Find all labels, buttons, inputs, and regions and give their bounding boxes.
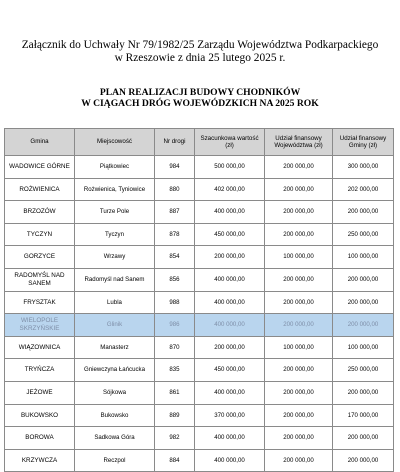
table-row[interactable] [5,268,394,291]
cell-nr-drogi: 982 [155,427,195,450]
cell-gmina: WIĄZOWNICA [5,336,75,359]
cell-nr-drogi: 880 [155,178,195,201]
table-row[interactable] [5,449,394,472]
cell-nr-drogi: 889 [155,404,195,427]
table-row[interactable] [5,178,394,201]
cell-gmina: BRZOZÓW [5,201,75,224]
table-row[interactable] [5,404,394,427]
cell-wartosc: 400 000,00 [195,427,265,450]
table-row[interactable] [5,291,394,314]
cell-gmina: TYCZYN [5,223,75,246]
cell-nr-drogi: 856 [155,268,195,291]
cell-miejscowosc: Bukowsko [75,404,155,427]
table-header-row [5,129,394,156]
cell-udzial-wojewodztwa: 200 000,00 [265,223,333,246]
cell-wartosc: 400 000,00 [195,314,265,337]
cell-miejscowosc: Radomyśl nad Sanem [75,268,155,291]
cell-udzial-wojewodztwa: 200 000,00 [265,268,333,291]
attachment-header-line-1: Załącznik do Uchwały Nr 79/1982/25 Zarządu Województwa Podkarpackiego [21,39,379,51]
cell-nr-drogi: 988 [155,291,195,314]
cell-udzial-wojewodztwa: 200 000,00 [265,359,333,382]
cell-udzial-gminy: 250 000,00 [333,359,394,382]
cell-udzial-wojewodztwa: 200 000,00 [265,201,333,224]
cell-gmina: WIELOPOLE SKRZYŃSKIE [5,314,75,337]
cell-udzial-wojewodztwa: 100 000,00 [265,336,333,359]
cell-udzial-gminy: 100 000,00 [333,246,394,269]
cell-miejscowosc: Lubla [75,291,155,314]
cell-wartosc: 200 000,00 [195,336,265,359]
table-row[interactable] [5,201,394,224]
cell-udzial-wojewodztwa: 200 000,00 [265,381,333,404]
cell-udzial-gminy: 170 000,00 [333,404,394,427]
cell-udzial-gminy: 200 000,00 [333,291,394,314]
cell-nr-drogi: 887 [155,201,195,224]
column-header-miejscowosc: Miejscowość [75,129,155,156]
cell-nr-drogi: 986 [155,314,195,337]
cell-miejscowosc: Gniewczyna Łańcucka [75,359,155,382]
cell-wartosc: 400 000,00 [195,381,265,404]
table-row[interactable] [5,336,394,359]
cell-miejscowosc: Tyczyn [75,223,155,246]
column-header-udzial-wojewodztwa: Udział finansowy Województwa (zł) [265,129,333,156]
cell-udzial-gminy: 200 000,00 [333,381,394,404]
cell-wartosc: 370 000,00 [195,404,265,427]
cell-wartosc: 400 000,00 [195,449,265,472]
table-row[interactable] [5,427,394,450]
cell-miejscowosc: Turze Pole [75,201,155,224]
cell-wartosc: 450 000,00 [195,359,265,382]
cell-miejscowosc: Sójkowa [75,381,155,404]
cell-udzial-gminy: 100 000,00 [333,336,394,359]
cell-gmina: BUKOWSKO [5,404,75,427]
cell-udzial-gminy: 200 000,00 [333,201,394,224]
cell-udzial-gminy: 200 000,00 [333,268,394,291]
cell-wartosc: 500 000,00 [195,156,265,179]
cell-wartosc: 450 000,00 [195,223,265,246]
cell-udzial-gminy: 300 000,00 [333,156,394,179]
document-title-line-1: PLAN REALIZACJI BUDOWY CHODNIKÓW [99,87,301,98]
cell-nr-drogi: 870 [155,336,195,359]
document-title-line-2: W CIĄGACH DRÓG WOJEWÓDZKICH NA 2025 ROK [81,98,319,109]
table-row[interactable] [5,359,394,382]
table-row[interactable] [5,381,394,404]
cell-nr-drogi: 984 [155,156,195,179]
sidewalk-plan-table [4,128,394,472]
cell-miejscowosc: Manasterz [75,336,155,359]
cell-udzial-wojewodztwa: 200 000,00 [265,404,333,427]
cell-udzial-wojewodztwa: 200 000,00 [265,156,333,179]
cell-udzial-gminy: 200 000,00 [333,449,394,472]
column-header-wartosc: Szacunkowa wartość (zł) [195,129,265,156]
cell-gmina: KRZYWCZA [5,449,75,472]
cell-miejscowosc: Reczpol [75,449,155,472]
cell-gmina: TRYŃCZA [5,359,75,382]
cell-udzial-gminy: 200 000,00 [333,314,394,337]
cell-wartosc: 400 000,00 [195,201,265,224]
cell-gmina: BOROWA [5,427,75,450]
table-row[interactable] [5,246,394,269]
cell-udzial-gminy: 202 000,00 [333,178,394,201]
cell-gmina: GORZYCE [5,246,75,269]
cell-udzial-wojewodztwa: 200 000,00 [265,449,333,472]
column-header-gmina: Gmina [5,129,75,156]
table-body [5,156,394,472]
cell-gmina: FRYSZTAK [5,291,75,314]
cell-udzial-wojewodztwa: 200 000,00 [265,178,333,201]
table-row[interactable] [5,314,394,337]
column-header-nr-drogi: Nr drogi [155,129,195,156]
cell-udzial-wojewodztwa: 100 000,00 [265,246,333,269]
cell-miejscowosc: Glinik [75,314,155,337]
cell-nr-drogi: 861 [155,381,195,404]
cell-gmina: WADOWICE GÓRNE [5,156,75,179]
cell-miejscowosc: Sadkowa Góra [75,427,155,450]
cell-nr-drogi: 835 [155,359,195,382]
cell-miejscowosc: Piątkowiec [75,156,155,179]
table-row[interactable] [5,156,394,179]
cell-udzial-wojewodztwa: 200 000,00 [265,427,333,450]
cell-udzial-wojewodztwa: 200 000,00 [265,291,333,314]
cell-wartosc: 400 000,00 [195,291,265,314]
cell-nr-drogi: 854 [155,246,195,269]
cell-gmina: RADOMYŚL NAD SANEM [5,268,75,291]
table-row[interactable] [5,223,394,246]
cell-gmina: JEŻOWE [5,381,75,404]
cell-wartosc: 200 000,00 [195,246,265,269]
cell-wartosc: 400 000,00 [195,268,265,291]
cell-miejscowosc: Rożwienica, Tyniowice [75,178,155,201]
cell-gmina: ROŻWIENICA [5,178,75,201]
column-header-udzial-gminy: Udział finansowy Gminy (zł) [333,129,394,156]
cell-udzial-gminy: 250 000,00 [333,223,394,246]
cell-nr-drogi: 884 [155,449,195,472]
cell-udzial-wojewodztwa: 200 000,00 [265,314,333,337]
attachment-header-line-2: w Rzeszowie z dnia 25 lutego 2025 r. [114,52,286,64]
cell-wartosc: 402 000,00 [195,178,265,201]
cell-udzial-gminy: 200 000,00 [333,427,394,450]
cell-miejscowosc: Wrzawy [75,246,155,269]
cell-nr-drogi: 878 [155,223,195,246]
